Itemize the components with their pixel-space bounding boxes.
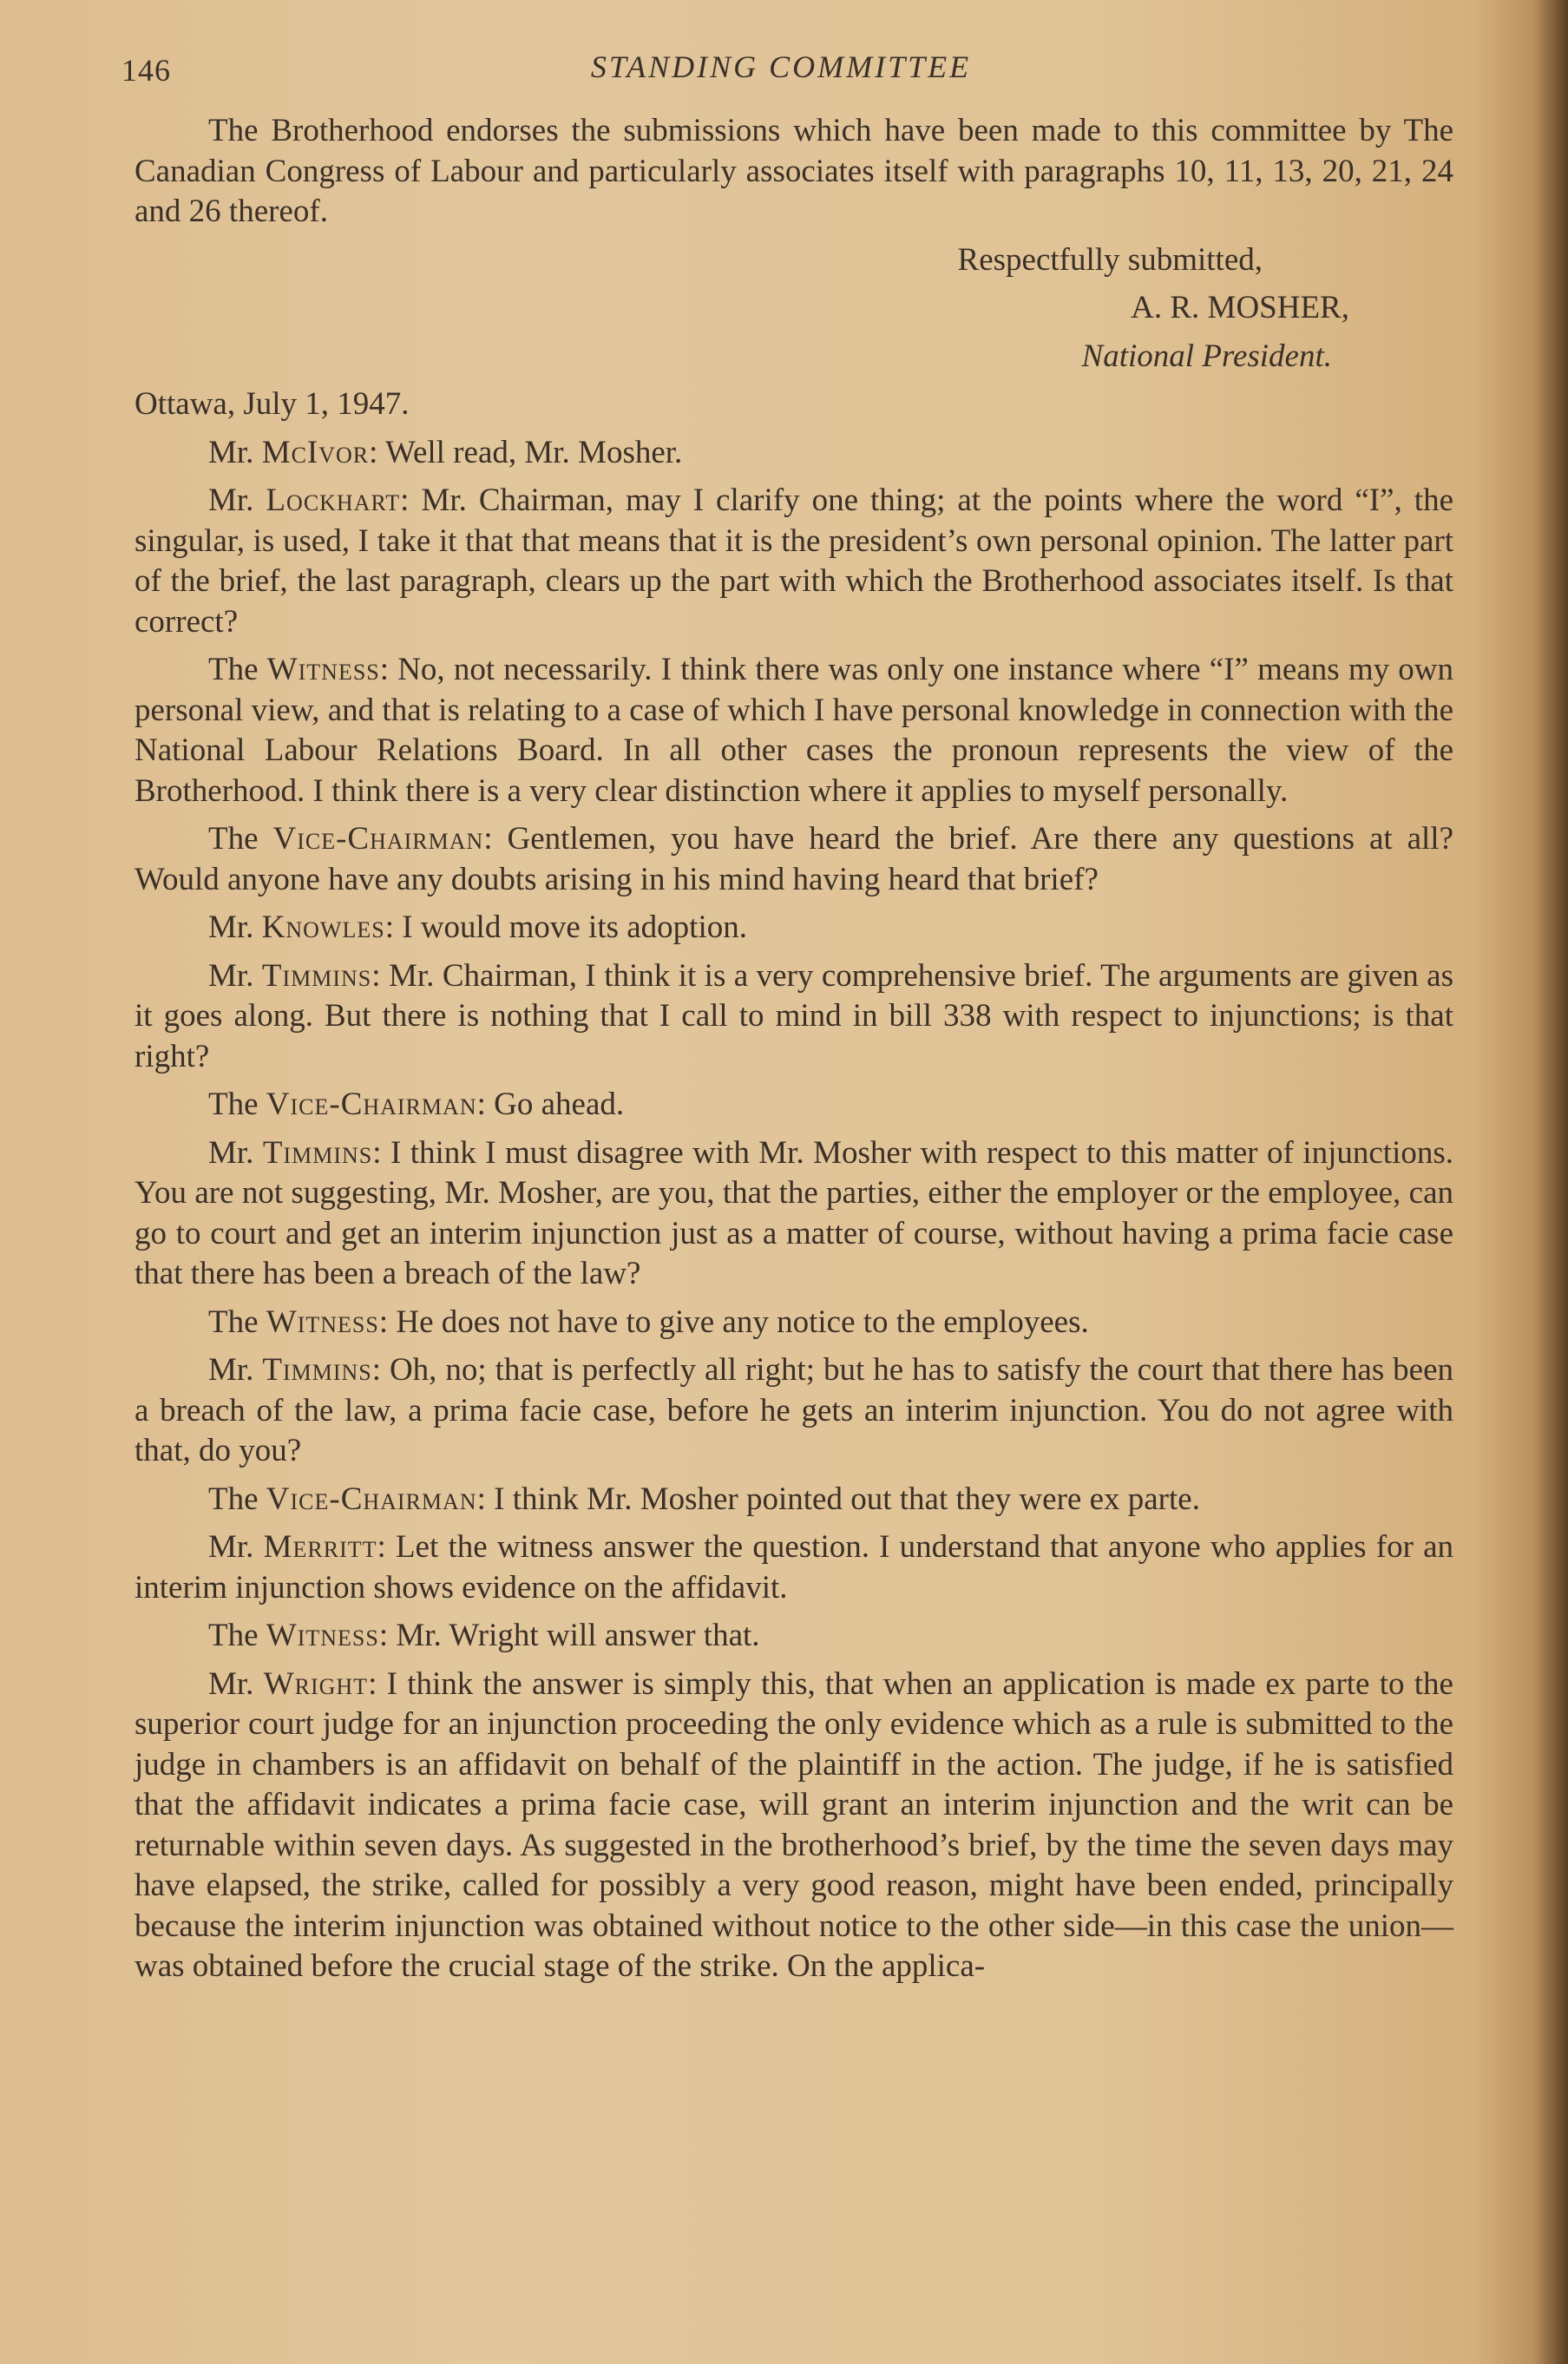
testimony-list [134,433,1453,1987]
testimony-paragraph [134,1480,1453,1520]
speech-text: : Gentlemen, you have heard the brief. Are there any questions at all? Would anyone have any doubts arising in his mind having heard that brief? [134,821,1454,897]
speech-text: : He does not have to give any notice to the employees. [378,1303,1089,1340]
intro-paragraph: The Brotherhood endorses the submissions which have been made to this committee by The Canadian Congress of Labour and particularly associates itself with paragraphs 10, 11, 13, 20, 21, 24 and 26 thereof. [134,113,1453,229]
speaker-prefix: Mr. [208,909,262,945]
speaker-name: Vice-Chairman [266,1481,477,1517]
speech-text: : I think Mr. Mosher pointed out that they were ex parte. [476,1481,1200,1517]
speaker-name: Knowles [261,909,385,945]
speaker-prefix: The [208,1087,266,1122]
running-title: STANDING COMMITTEE [590,49,972,84]
dateline: Ottawa, July 1, 1947. [134,386,410,422]
signature-name: A. R. MOSHER, [1131,290,1349,325]
speaker-prefix: Mr. [208,957,262,994]
testimony-paragraph [134,1665,1453,1987]
body-text [134,111,1453,1995]
testimony-paragraph [134,1133,1453,1295]
speech-text: : Mr. Chairman, I think it is a very comprehensive brief. The arguments are given as it goes along. But there is nothing that I call to mind in bill 338 with respect to injunctions; is that right? [134,957,1453,1074]
speaker-name: McIvor [261,434,370,470]
testimony-paragraph [134,650,1453,811]
speech-text: : Oh, no; that is perfectly all right; but he has to satisfy the court that there has been a breach of the law, a prima facie case, before he gets an interim injunction. You do not agree with that, do you? [134,1352,1453,1468]
speaker-name: Witness [266,1303,379,1340]
testimony-paragraph [134,433,1453,474]
speaker-prefix: Mr. [208,434,262,470]
page-number: 146 [121,53,171,88]
speaker-prefix: The [208,1303,266,1340]
speaker-name: Lockhart [266,483,401,518]
testimony-paragraph [134,1616,1453,1657]
speech-text: : Let the witness answer the question. I understand that anyone who applies for an interim injunction shows evidence on the affidavit. [134,1529,1453,1606]
speaker-prefix: The [208,1481,266,1517]
speaker-prefix: The [208,1618,266,1653]
speech-text: : I think I must disagree with Mr. Mosher with respect to this matter of injunctions. You are not suggesting, Mr. Mosher, are you, that the parties, either the employer or the employee, can go to court and get an interim injunction just as a matter of course, without having a prima facie case that there has been a breach of the law? [134,1134,1453,1291]
testimony-paragraph [134,956,1453,1078]
testimony-paragraph [134,481,1453,642]
speaker-name: Merritt [263,1529,377,1565]
testimony-paragraph [134,1303,1453,1343]
speaker-prefix: Mr. [208,1529,264,1565]
testimony-paragraph [134,1350,1453,1472]
speech-text: : Well read, Mr. Mosher. [369,434,683,470]
speech-text: : Go ahead. [476,1087,625,1122]
testimony-paragraph [134,819,1453,900]
speaker-name: Wright [263,1665,369,1702]
signature-closing: Respectfully submitted, [957,241,1263,278]
page-header [121,45,1440,97]
speaker-name: Timmins [262,1352,372,1388]
testimony-paragraph [134,908,1453,949]
speaker-name: Vice-Chairman [266,1087,477,1122]
speech-text: : Mr. Wright will answer that. [378,1618,760,1653]
speaker-name: Vice-Chairman [272,821,484,857]
speaker-prefix: Mr. [208,1352,263,1388]
speaker-name: Witness [266,652,380,687]
speaker-prefix: Mr. [208,483,266,518]
speaker-name: Witness [266,1618,379,1653]
speech-text: : Mr. Chairman, may I clarify one thing; at the points where the word “I”, the singular, is used, I take it that that means that it is the president’s own personal opinion. The latter part of the brief, the last paragraph, clears up the part with which the Brotherhood associates itself. Is that correct? [134,483,1453,640]
speech-text: : I think the answer is simply this, that when an application is made ex parte to the superior court judge for an injunction proceeding the only evidence which as a rule is submitted to the judge in chambers is an affidavit on behalf of the plaintiff in the action. The judge, if he is satisfied that the affidavit indicates a prima facie case, will grant an interim injunction and the writ can be returnable within seven days. As suggested in the brotherhood’s brief, by the time the seven days may have elapsed, the strike, called for possibly a very good reason, might have been ended, principally because the interim injunction was obtained without notice to the other side—in this case the union—was obtained before the crucial stage of the strike. On the applica- [134,1665,1453,1984]
speaker-prefix: Mr. [208,1665,264,1702]
testimony-paragraph [134,1527,1453,1608]
signature-title: National President. [1081,338,1332,374]
speaker-prefix: The [208,821,273,857]
page-edge-shadow [1533,0,1568,2364]
speech-text: : No, not necessarily. I think there was only one instance where “I” means my own personal view, and that is relating to a case of which I have personal knowledge in connection with the National Labour Relations Board. In all other cases the pronoun represents the view of the Brotherhood. I think there is a very clear distinction where it applies to myself personally. [134,652,1453,809]
speaker-prefix: Mr. [208,1134,263,1171]
speech-text: : I would move its adoption. [384,909,747,945]
testimony-paragraph [134,1085,1453,1126]
speaker-name: Timmins [262,1134,373,1171]
speaker-prefix: The [208,652,267,687]
speaker-name: Timmins [261,957,372,994]
